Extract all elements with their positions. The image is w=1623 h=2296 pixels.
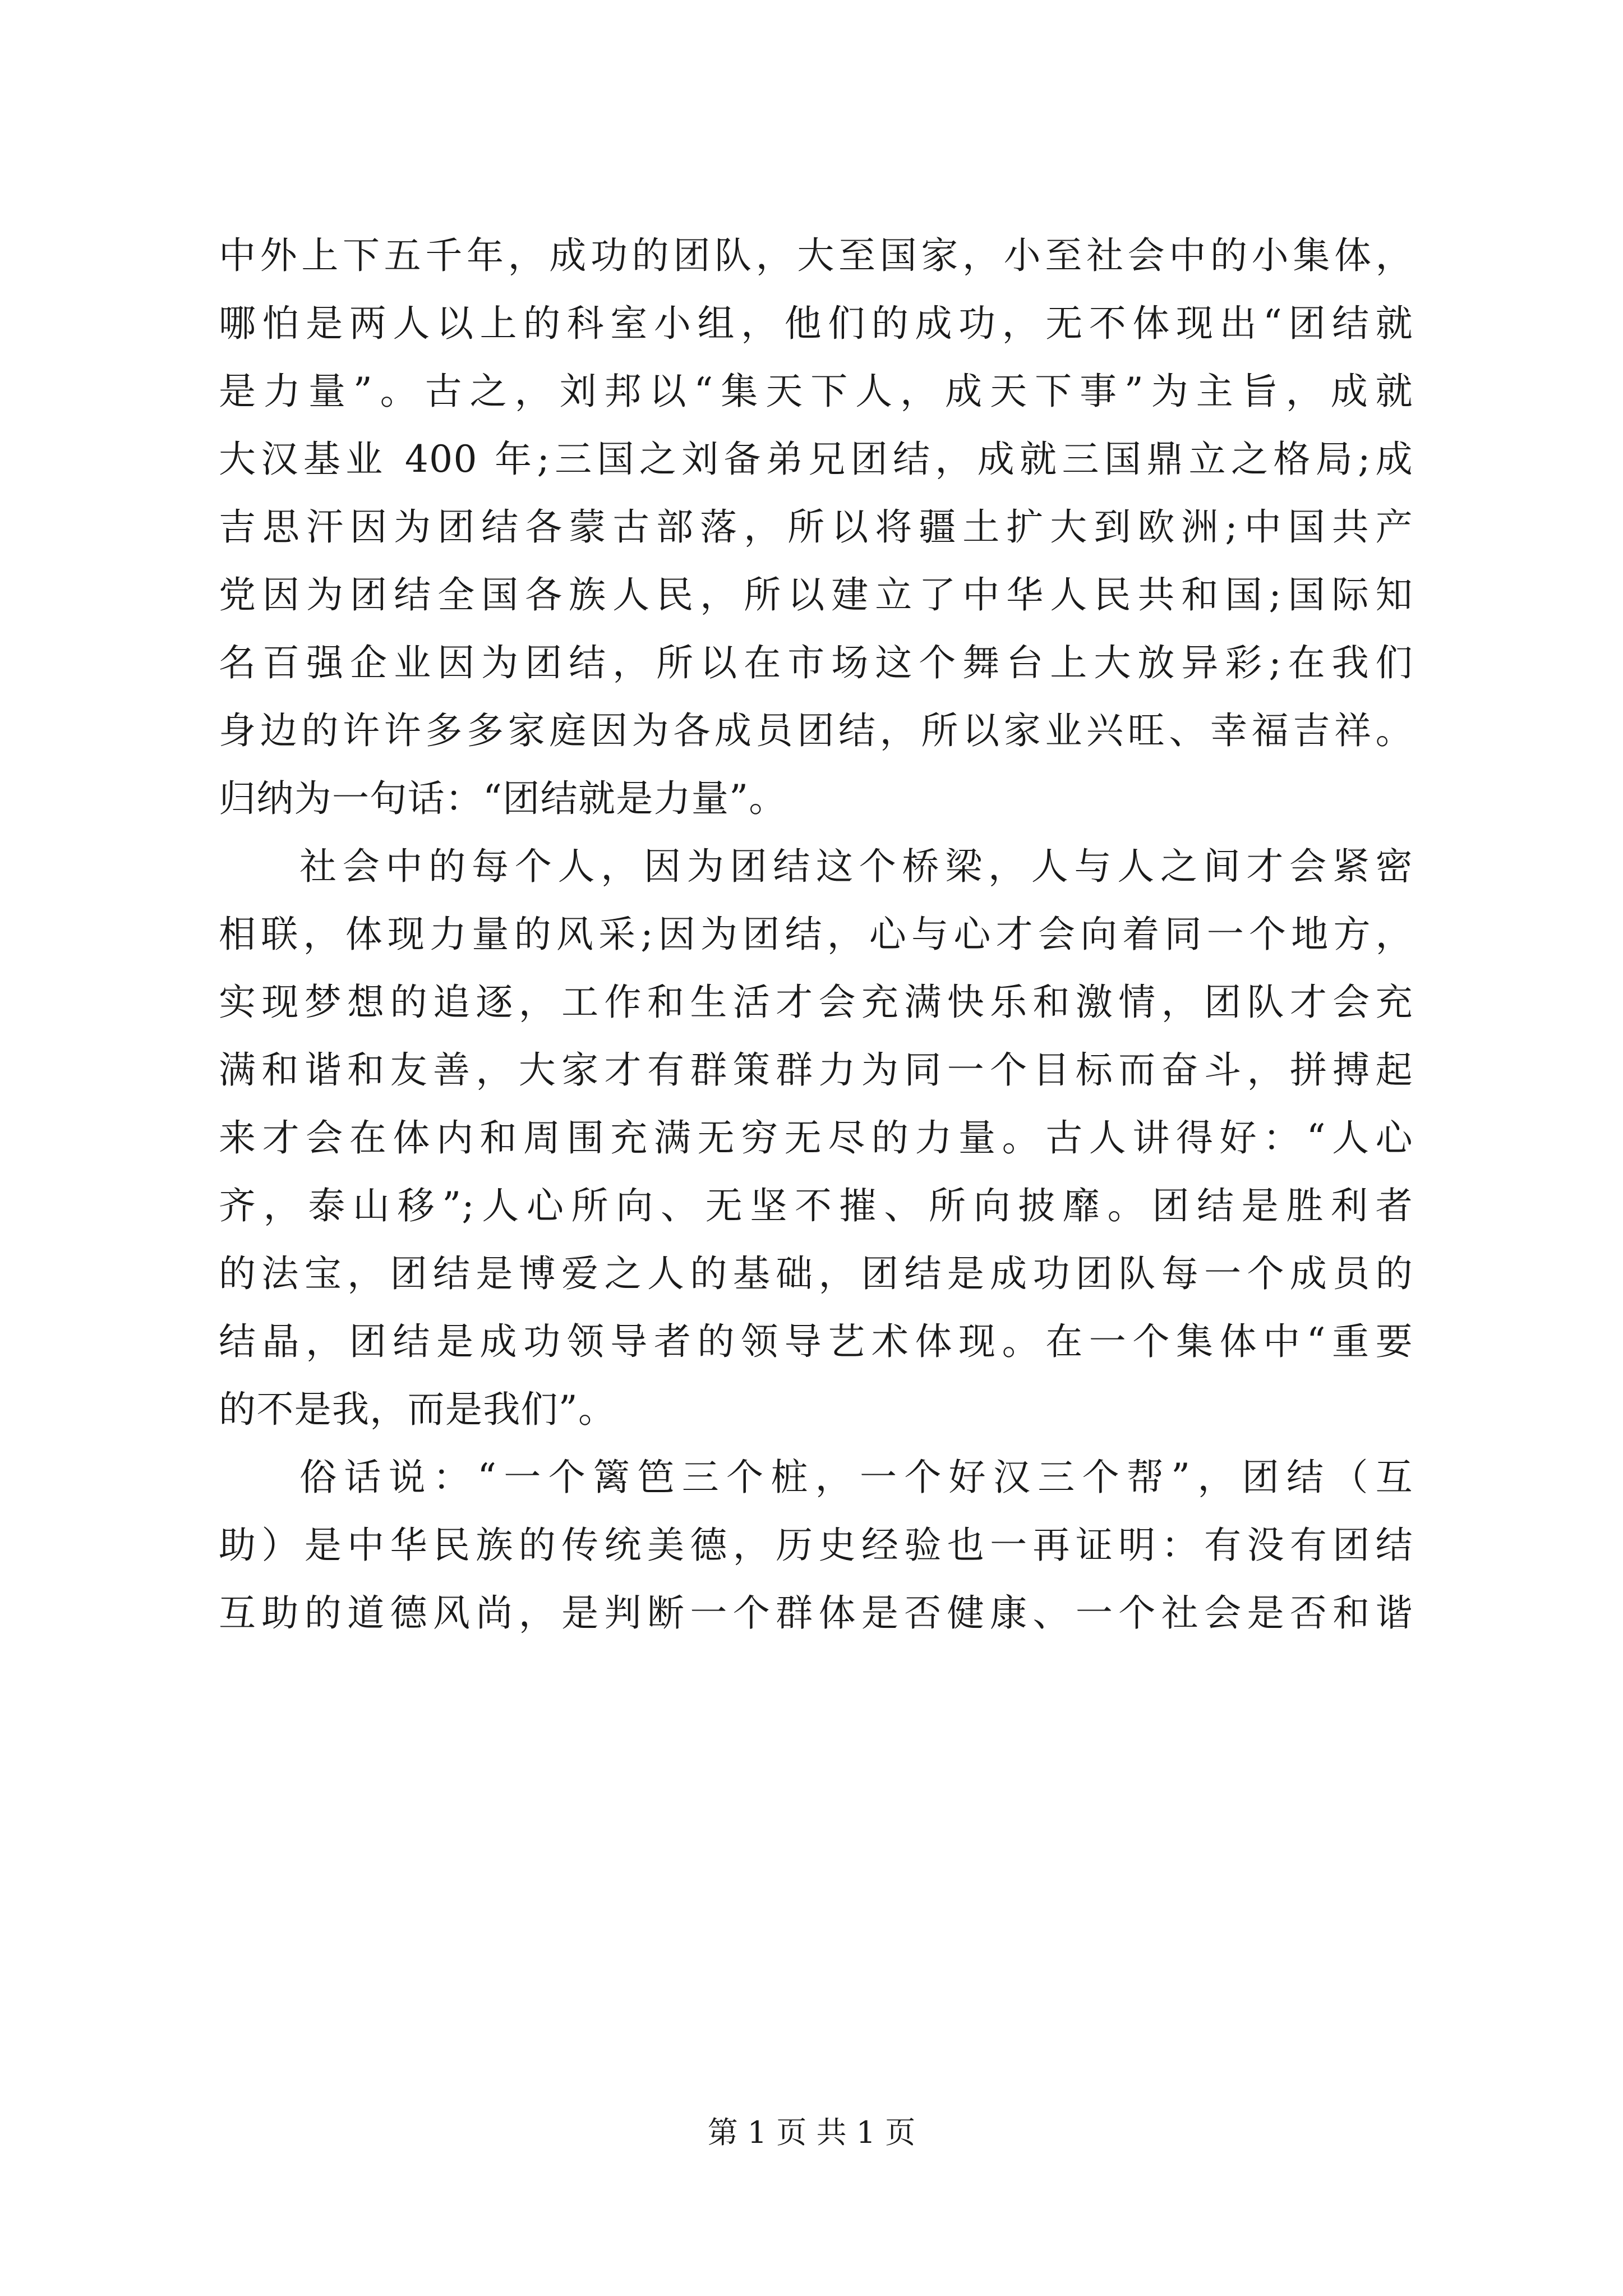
- text-line: 结晶，团结是成功领导者的领导艺术体现。在一个集体中“重要: [219, 1320, 1413, 1363]
- text-line: 身边的许许多多家庭因为各成员团结，所以家业兴旺、幸福吉祥。: [219, 709, 1413, 752]
- text-line: 吉思汗因为团结各蒙古部落，所以将疆土扩大到欧洲;中国共产: [219, 505, 1413, 549]
- document-body: [219, 222, 1413, 1647]
- text-line: 哪怕是两人以上的科室小组，他们的成功，无不体现出“团结就: [219, 302, 1413, 345]
- text-line: 相联，体现力量的风采;因为团结，心与心才会向着同一个地方，: [219, 913, 1413, 956]
- paragraph-2: [219, 832, 1413, 1443]
- paragraph-3: [219, 1443, 1413, 1647]
- text-line: 俗话说：“一个篱笆三个桩，一个好汉三个帮”，团结（互: [299, 1456, 1413, 1499]
- text-line: 实现梦想的追逐，工作和生活才会充满快乐和激情，团队才会充: [219, 981, 1413, 1024]
- text-line: 名百强企业因为团结，所以在市场这个舞台上大放异彩;在我们: [219, 641, 1413, 684]
- text-line: 党因为团结全国各族人民，所以建立了中华人民共和国;国际知: [219, 573, 1413, 616]
- text-line: 是力量”。古之，刘邦以“集天下人，成天下事”为主旨，成就: [219, 370, 1413, 413]
- paragraph-1: [219, 222, 1413, 832]
- text-line: 归纳为一句话：“团结就是力量”。: [219, 777, 787, 820]
- text-line: 的法宝，团结是博爱之人的基础，团结是成功团队每一个成员的: [219, 1252, 1413, 1295]
- text-line: 助）是中华民族的传统美德，历史经验也一再证明：有没有团结: [219, 1524, 1413, 1567]
- text-line: 社会中的每个人，因为团结这个桥梁，人与人之间才会紧密: [299, 845, 1413, 888]
- text-line: 齐，泰山移”;人心所向、无坚不摧、所向披靡。团结是胜利者: [219, 1184, 1413, 1227]
- page-footer: [0, 2116, 1623, 2150]
- text-line: 的不是我，而是我们”。: [219, 1388, 616, 1431]
- text-line: 大汉基业 400 年;三国之刘备弟兄团结，成就三国鼎立之格局;成: [219, 438, 1413, 481]
- text-line: 互助的道德风尚，是判断一个群体是否健康、一个社会是否和谐: [219, 1591, 1413, 1635]
- text-line: 中外上下五千年，成功的团队，大至国家，小至社会中的小集体，: [219, 234, 1413, 277]
- text-line: 来才会在体内和周围充满无穷无尽的力量。古人讲得好：“人心: [219, 1116, 1413, 1159]
- page-number-label: 第 1 页 共 1 页: [707, 2115, 916, 2150]
- text-line: 满和谐和友善，大家才有群策群力为同一个目标而奋斗，拼搏起: [219, 1048, 1413, 1092]
